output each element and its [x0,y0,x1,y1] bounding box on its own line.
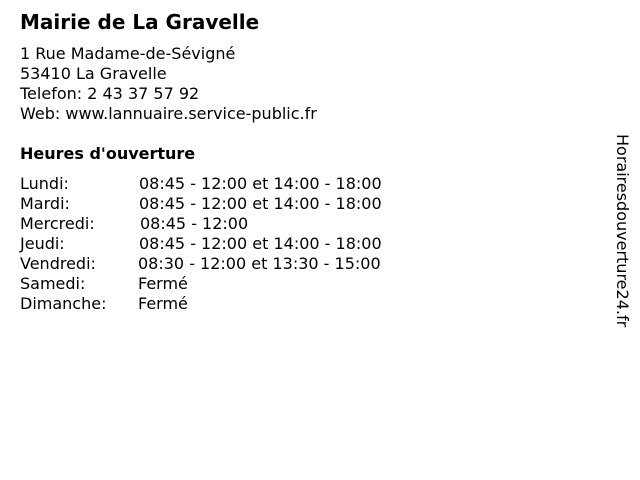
city-postcode: 53410 La Gravelle [20,64,167,83]
address-block [20,44,317,124]
hours-day: Mercredi: [20,214,95,233]
street-address: 1 Rue Madame-de-Sévigné [20,44,236,63]
hours-day: Samedi: [20,274,86,293]
website-line: Web: www.lannuaire.service-public.fr [20,104,317,123]
hours-day: Lundi: [20,174,69,193]
hours-time: Fermé [138,274,188,293]
phone-number: Telefon: 2 43 37 57 92 [20,84,200,103]
hours-time: Fermé [138,294,188,313]
hours-heading: Heures d'ouverture [20,144,196,163]
hours-time: 08:30 - 12:00 et 13:30 - 15:00 [138,254,381,273]
hours-time: 08:45 - 12:00 [140,214,249,233]
hours-time: 08:45 - 12:00 et 14:00 - 18:00 [139,194,382,213]
hours-time: 08:45 - 12:00 et 14:00 - 18:00 [139,174,382,193]
page-title: Mairie de La Gravelle [20,10,260,34]
site-watermark-text: Horairesdouverture24.fr [613,134,632,328]
hours-day: Vendredi: [20,254,96,273]
hours-day: Dimanche: [20,294,107,313]
hours-day: Mardi: [20,194,70,213]
hours-day: Jeudi: [20,234,65,253]
hours-time: 08:45 - 12:00 et 14:00 - 18:00 [139,234,382,253]
